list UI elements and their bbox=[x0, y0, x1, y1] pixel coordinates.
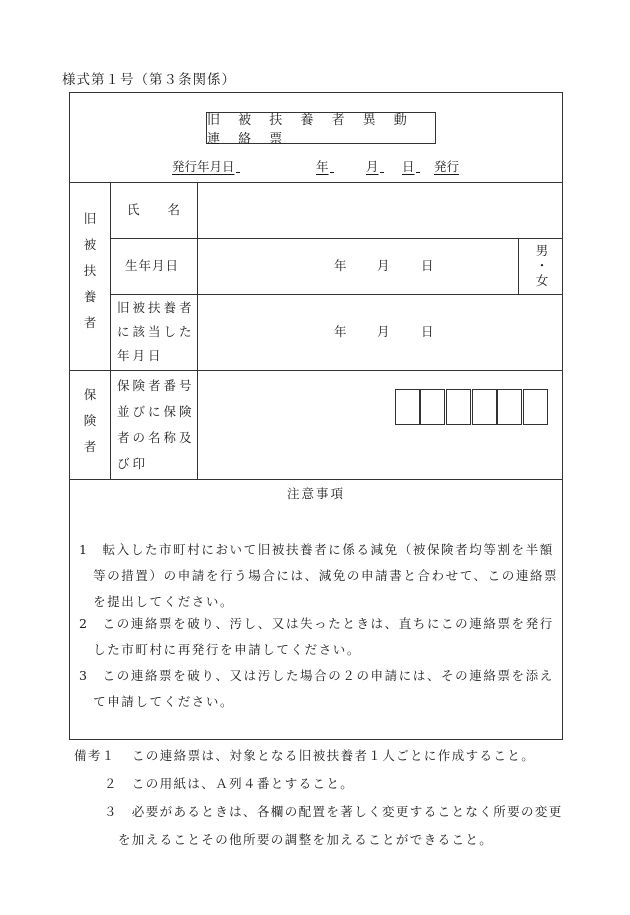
form-title-text: 旧 被 扶 養 者 異 動 連 絡 票 bbox=[207, 113, 414, 147]
grid-line bbox=[69, 479, 563, 480]
insurer-number-digit-box[interactable] bbox=[497, 389, 522, 425]
notes-title: 注意事項 bbox=[286, 486, 345, 501]
note-item: 1 転入した市町村において旧被扶養者に係る減免（被保険者均等割を半額 等の措置）の申請を行う場合には、減免の申請書と合わせて、この連絡票 を提出してください。 bbox=[79, 542, 559, 609]
birth-month: 月 bbox=[377, 258, 393, 273]
insurer-number-digit-box[interactable] bbox=[420, 389, 445, 425]
grid-line bbox=[518, 238, 519, 294]
insurer-number-digit-box[interactable] bbox=[472, 389, 497, 425]
former-dependent-label: 旧 被 扶 養 者 bbox=[83, 211, 97, 330]
insurer-label: 保 険 者 bbox=[83, 387, 97, 454]
issue-underline-gap-2 bbox=[380, 157, 402, 172]
note-item: 2 この連絡票を破り、汚し、又は失ったときは、直ちにこの連絡票を発行 した市町村に再発行を申請してください。 bbox=[79, 616, 554, 657]
name-label: 氏 名 bbox=[127, 202, 182, 217]
issue-date-label: 発行年月日 bbox=[172, 159, 235, 174]
issue-underline-gap-3 bbox=[416, 157, 434, 172]
form-title-box bbox=[206, 112, 436, 147]
grid-line bbox=[69, 370, 563, 371]
issue-date-underline-gap bbox=[236, 157, 316, 172]
birth-day: 日 bbox=[421, 258, 437, 273]
issue-month: 月 bbox=[366, 159, 379, 174]
issue-underline-gap-1 bbox=[330, 157, 366, 172]
insurer-number-digit-box[interactable] bbox=[446, 389, 471, 425]
issue-day: 日 bbox=[402, 159, 415, 174]
remark-item: ２ この用紙は、Ａ列４番とすること。 bbox=[104, 776, 355, 791]
name-field[interactable] bbox=[198, 183, 562, 238]
form-number: 様式第１号（第３条関係） bbox=[62, 72, 236, 88]
grid-line bbox=[110, 294, 563, 295]
insurer-number-label: 保険者番号 並びに保険 者の名称及 び印 bbox=[117, 378, 195, 471]
remarks-label: 備考１ bbox=[74, 748, 116, 763]
issue-suffix: 発行 bbox=[434, 159, 460, 174]
remark-item: この連絡票は、対象となる旧被扶養者１人ごとに作成すること。 bbox=[132, 748, 536, 763]
insurer-number-digit-box[interactable] bbox=[523, 389, 548, 425]
dependent-day: 日 bbox=[421, 324, 437, 339]
grid-line bbox=[110, 238, 563, 239]
birth-year: 年 bbox=[334, 258, 350, 273]
issue-year: 年 bbox=[316, 159, 329, 174]
note-item: 3 この連絡票を破り、又は汚した場合の２の申請には、その連絡票を添え て申請してください。 bbox=[79, 668, 554, 709]
insurer-number-digit-box[interactable] bbox=[395, 389, 420, 425]
dependent-month: 月 bbox=[377, 324, 393, 339]
dependent-date-label: 旧被扶養者 に該当した 年月日 bbox=[117, 300, 195, 363]
dependent-year: 年 bbox=[334, 324, 350, 339]
grid-line bbox=[110, 182, 111, 479]
birthdate-label: 生年月日 bbox=[125, 258, 180, 273]
gender-selector[interactable]: 男 ・ 女 bbox=[535, 243, 549, 288]
remark-item: ３ 必要があるときは、各欄の配置を著しく変更することなく所要の変更 を加えることその他所要の調整を加えることができること。 bbox=[104, 804, 563, 847]
